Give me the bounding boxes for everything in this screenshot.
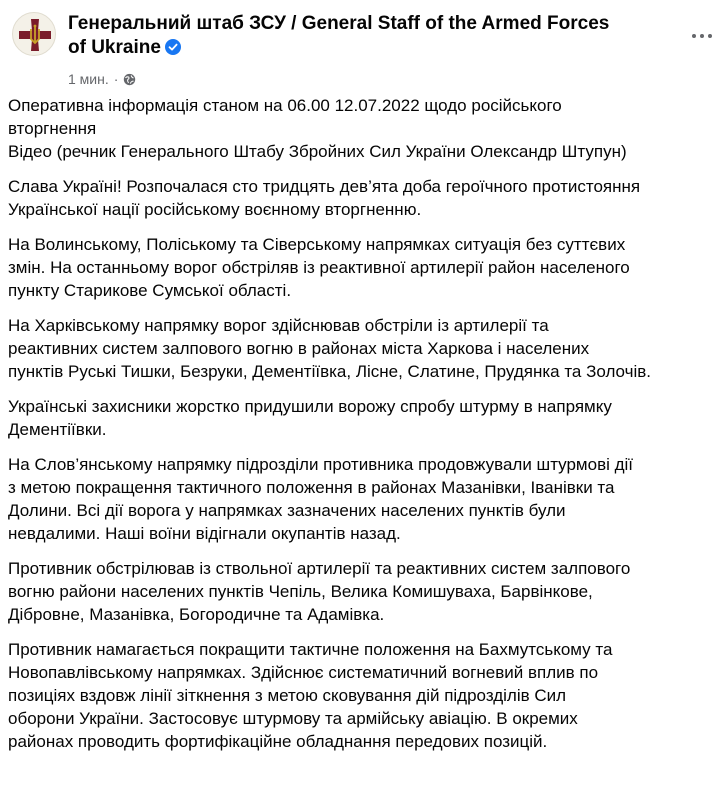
post-paragraph: На Волинському, Поліському та Сіверському напрямках ситуація без суттєвих змін. На останньому ворог обстріляв із реактивної артилерії район населеного пункту Старикове Сумської області. xyxy=(8,235,630,300)
more-dot xyxy=(700,34,704,38)
more-options-button[interactable] xyxy=(688,26,716,46)
post-paragraph: Слава Україні! Розпочалася сто тридцять дев’ята доба героїчного протистояння Української нації російському воєнному вторгненню. xyxy=(8,177,641,219)
page-avatar[interactable] xyxy=(12,12,56,56)
post-body xyxy=(8,94,716,765)
post-paragraph: На Слов’янському напрямку підрозділи противника продовжували штурмові дії з метою покращення тактичного положення в районах Мазанівки, Іванівки та Долини. Всі дії ворога у напрямках зазначених населених пунктів були невдалими. Наші воїни відігнали окупантів назад. xyxy=(8,455,634,543)
more-dot xyxy=(708,34,712,38)
meta-separator: · xyxy=(113,71,119,87)
post-author[interactable] xyxy=(68,12,628,60)
post-paragraph: Противник обстрілював із ствольної артилерії та реактивних систем залпового вогню райони населених пунктів Чепіль, Велика Комишуваха, Барвінкове, Дібровне, Мазанівка, Богородичне та Адамівка. xyxy=(8,559,631,624)
post-header xyxy=(8,8,716,88)
more-dot xyxy=(692,34,696,38)
author-name[interactable]: Генеральний штаб ЗСУ / General Staff of the Armed Forces of Ukraine xyxy=(68,13,610,58)
post-timestamp[interactable]: 1 мин. xyxy=(68,71,109,87)
post-paragraph: На Харківському напрямку ворог здійснював обстріли із артилерії та реактивних систем залпового вогню в районах міста Харкова і населених пунктів Руські Тишки, Безруки, Дементіївка, Лісне, Слатине, Прудянка та Золочів. xyxy=(8,316,652,381)
armed-forces-emblem-icon xyxy=(13,13,56,56)
verified-badge-icon xyxy=(165,39,181,55)
post-paragraph: Українські захисники жорстко придушили ворожу спробу штурму в напрямку Дементіївки. xyxy=(8,397,612,439)
post-paragraph: Оперативна інформація станом на 06.00 12.07.2022 щодо російського вторгнення Відео (речник Генерального Штабу Збройних Сил України Олександр Штупун) xyxy=(8,96,627,161)
post-meta xyxy=(68,70,136,88)
globe-icon[interactable] xyxy=(123,73,136,86)
post-paragraph: Противник намагається покращити тактичне положення на Бахмутському та Новопавлівському напрямках. Здійснює систематичний вогневий вплив по позиціях вздовж лінії зіткнення з метою сковування дій підрозділів Сил оборони України. Застосовує штурмову та армійську авіацію. В окремих районах проводить фортифікаційне обладнання передових позицій. xyxy=(8,640,613,751)
